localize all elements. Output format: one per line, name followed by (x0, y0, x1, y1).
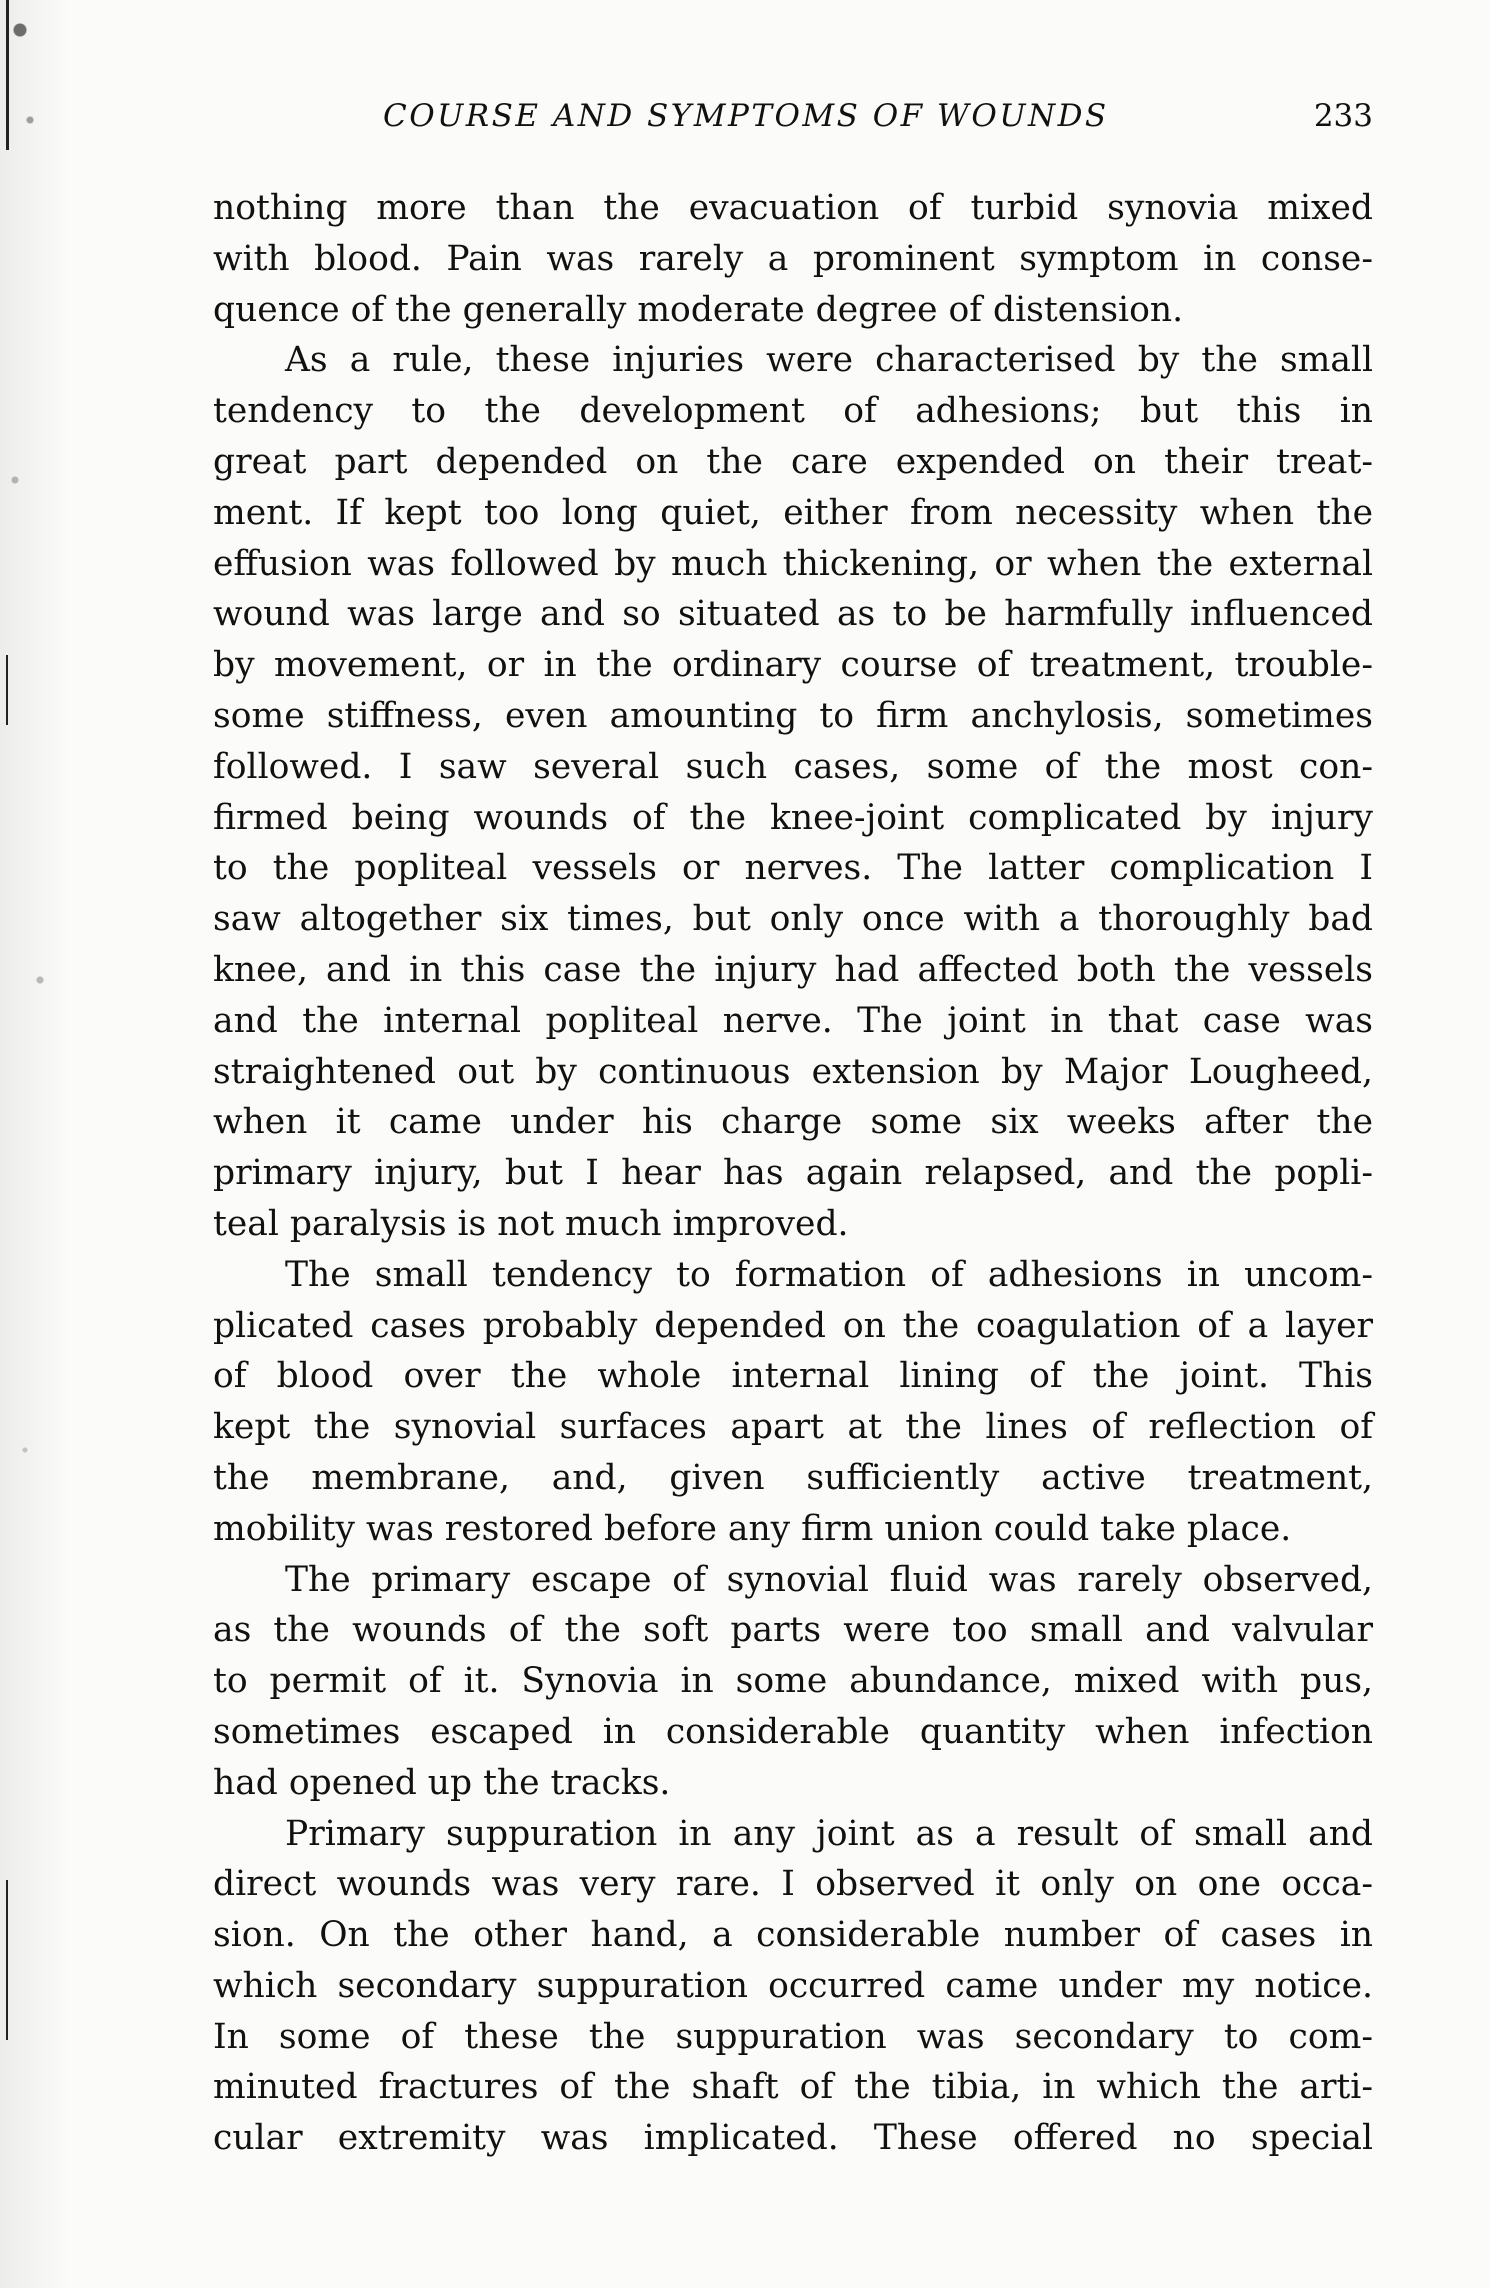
text-line: primary injury, but I hear has again relapsed, and the popli- (213, 1153, 1373, 1194)
text-line: The primary escape of synovial fluid was rarely observed, (285, 1559, 1373, 1600)
binding-shadow (0, 0, 70, 2288)
page-number: 233 (1313, 98, 1373, 134)
text-line: with blood. Pain was rarely a prominent symptom in conse- (213, 238, 1373, 279)
text-line: Primary suppuration in any joint as a result of small and (285, 1813, 1373, 1854)
text-line: cular extremity was implicated. These offered no special (213, 2118, 1373, 2159)
text-line: nothing more than the evacuation of turbid synovia mixed (213, 188, 1373, 228)
text-line: kept the synovial surfaces apart at the lines of reflection of (213, 1407, 1373, 1448)
text-line: followed. I saw several such cases, some of the most con- (213, 746, 1373, 787)
text-line: ment. If kept too long quiet, either from necessity when the (213, 492, 1373, 533)
text-line: minuted fractures of the shaft of the tibia, in which the arti- (213, 2067, 1373, 2108)
text-line: teal paralysis is not much improved. (213, 1203, 849, 1244)
text-line: to the popliteal vessels or nerves. The latter complication I (213, 848, 1373, 889)
text-line: great part depended on the care expended on their treat- (213, 441, 1373, 482)
text-line: sion. On the other hand, a considerable number of cases in (213, 1915, 1373, 1956)
text-line: In some of these the suppuration was secondary to com- (213, 2016, 1373, 2057)
running-head: COURSE AND SYMPTOMS OF WOUNDS (383, 98, 1109, 134)
text-line: some stiffness, even amounting to firm anchylosis, sometimes (213, 695, 1373, 736)
text-line: wound was large and so situated as to be harmfully influenced (213, 594, 1373, 635)
text-line: by movement, or in the ordinary course of treatment, trouble- (213, 645, 1373, 686)
text-line: had opened up the tracks. (213, 1762, 671, 1803)
text-line: tendency to the development of adhesions; but this in (213, 391, 1373, 432)
text-line: plicated cases probably depended on the coagulation of a layer (213, 1305, 1373, 1346)
text-line: quence of the generally moderate degree of distension. (213, 289, 1184, 330)
page-header (213, 98, 1373, 150)
text-line: saw altogether six times, but only once with a thoroughly bad (213, 899, 1373, 940)
text-line: of blood over the whole internal lining of the joint. This (213, 1356, 1373, 1397)
text-line: to permit of it. Synovia in some abundance, mixed with pus, (213, 1661, 1373, 1702)
text-line: mobility was restored before any firm union could take place. (213, 1508, 1292, 1549)
text-line: As a rule, these injuries were characterised by the small (285, 340, 1373, 381)
text-line: effusion was followed by much thickening, or when the external (213, 543, 1373, 584)
text-line: firmed being wounds of the knee-joint complicated by injury (213, 797, 1373, 838)
text-line: knee, and in this case the injury had affected both the vessels (213, 949, 1373, 990)
body-text (213, 183, 1373, 2164)
text-line: direct wounds was very rare. I observed it only on one occa- (213, 1864, 1373, 1905)
text-line: straightened out by continuous extension by Major Lougheed, (213, 1051, 1373, 1092)
binding-mark-bottom (6, 1880, 8, 2040)
text-line: and the internal popliteal nerve. The joint in that case was (213, 1000, 1373, 1041)
text-line: which secondary suppuration occurred came under my notice. (213, 1965, 1373, 2006)
text-line: The small tendency to formation of adhesions in uncom- (285, 1254, 1373, 1295)
binding-mark-top (6, 0, 9, 150)
text-line: sometimes escaped in considerable quantity when infection (213, 1711, 1373, 1752)
binding-mark-mid (6, 655, 8, 725)
text-line: as the wounds of the soft parts were too small and valvular (213, 1610, 1373, 1651)
text-line: when it came under his charge some six weeks after the (213, 1102, 1373, 1143)
text-line: the membrane, and, given sufficiently active treatment, (213, 1457, 1373, 1498)
